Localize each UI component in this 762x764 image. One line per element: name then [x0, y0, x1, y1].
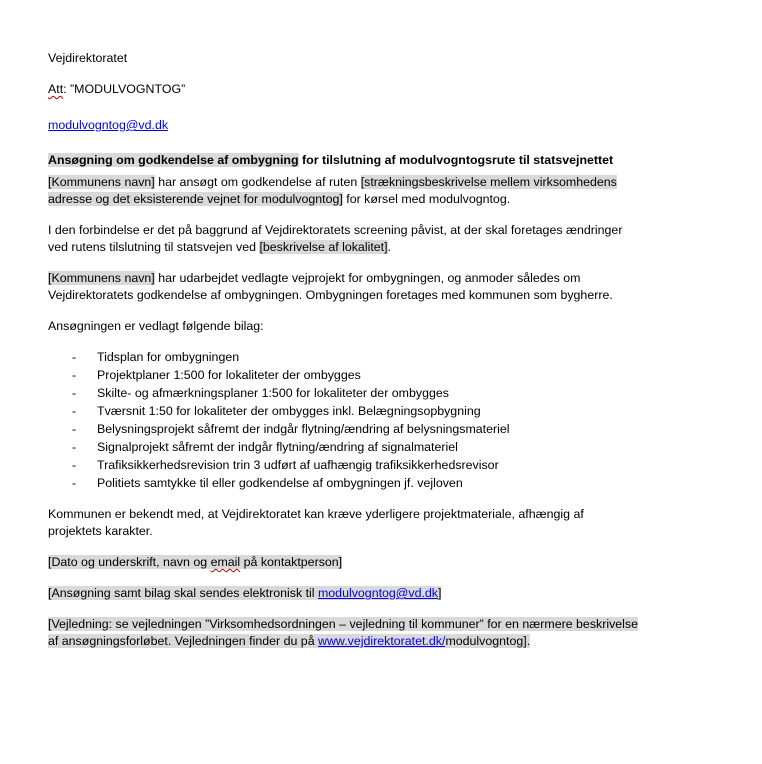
bullet-dash: - [72, 476, 77, 490]
para1-text1: har ansøgt om godkendelse af ruten [154, 175, 361, 189]
title-highlighted: Ansøgning om godkendelse af ombygning [48, 153, 299, 167]
send-note-text2: ] [438, 586, 442, 600]
list-item [72, 366, 510, 384]
recipient-email-line [48, 117, 168, 134]
att-value: : ”MODULVOGNTOG” [63, 82, 186, 96]
title-rest: for tilslutning af modulvogntogsrute til statsvejnettet [298, 153, 614, 167]
list-item-text: Signalprojekt såfremt der indgår flytning/ændring af signalmateriel [97, 440, 458, 454]
list-item [72, 420, 510, 438]
bullet-dash: - [72, 422, 77, 436]
para1-placeholder-route-b: adresse og det eksisterende vejnet for modulvogntog] [48, 192, 343, 206]
para3-rest: har udarbejdet vedlagte vejprojekt for ombygningen, og anmoder således om [154, 271, 581, 285]
guidance-text2: af ansøgningsforløbet. Vejledningen finder du på [48, 634, 319, 648]
list-item-text: Projektplaner 1:500 for lokaliteter der ombygges [97, 368, 361, 382]
send-note [48, 585, 441, 602]
para1-line1 [48, 174, 617, 191]
list-item [72, 456, 510, 474]
signature-text2: på kontaktperson] [240, 555, 343, 569]
para2-placeholder-location: [beskrivelse af lokalitet] [259, 240, 388, 254]
para3-line2: Vejdirektoratets godkendelse af ombygningen. Ombygningen foretages med kommunen som bygherre. [48, 288, 613, 302]
para1-line2 [48, 191, 510, 208]
list-item-text: Tidsplan for ombygningen [97, 350, 240, 364]
para4-line1: Kommunen er bekendt med, at Vejdirektoratet kan kræve yderligere projektmateriale, afhængig af [48, 507, 584, 521]
para3-placeholder-municipality: [Kommunens navn] [48, 271, 155, 285]
recipient-org: Vejdirektoratet [48, 51, 128, 65]
signature-email-word: email [210, 555, 241, 569]
list-item-text: Belysningsprojekt såfremt der indgår flytning/ændring af belysningsmateriel [97, 422, 510, 436]
para2-text: ved rutens tilslutning til statsvejen ved [48, 240, 260, 254]
att-label: Att [48, 82, 64, 96]
bullet-dash: - [72, 350, 77, 364]
bullet-dash: - [72, 404, 77, 418]
guidance-line1 [48, 616, 638, 633]
attention-line [48, 81, 185, 98]
list-item [72, 474, 510, 492]
list-item-text: Politiets samtykke til eller godkendelse af ombygningen jf. vejloven [97, 476, 463, 490]
bullet-dash: - [72, 386, 77, 400]
para1-text2: for kørsel med modulvogntog. [342, 192, 511, 206]
send-note-text1: [Ansøgning samt bilag skal sendes elektronisk til [48, 586, 318, 600]
recipient-email-link[interactable]: modulvogntog@vd.dk [48, 118, 169, 132]
para2-line1: I den forbindelse er det på baggrund af Vejdirektoratets screening påvist, at der skal foretages ændringer [48, 223, 623, 237]
signature-text1: [Dato og underskrift, navn og [48, 555, 211, 569]
para1-placeholder-municipality: [Kommunens navn] [48, 175, 155, 189]
list-item [72, 348, 510, 366]
bullet-dash: - [72, 458, 77, 472]
list-item [72, 438, 510, 456]
list-item [72, 402, 510, 420]
guidance-text1: [Vejledning: se vejledningen ”Virksomhedsordningen – vejledning til kommuner” for en nærmere beskrivelse [48, 617, 639, 631]
attachments-intro: Ansøgningen er vedlagt følgende bilag: [48, 319, 264, 333]
guidance-website-link[interactable]: www.vejdirektoratet.dk/ [318, 634, 446, 648]
para1-placeholder-route-a: [strækningsbeskrivelse mellem virksomhedens [360, 175, 617, 189]
bullet-dash: - [72, 440, 77, 454]
para4-line2: projektets karakter. [48, 524, 153, 538]
para2-end: . [387, 240, 391, 254]
para2-line2 [48, 239, 391, 256]
send-note-email-link[interactable]: modulvogntog@vd.dk [317, 586, 439, 600]
guidance-text3: modulvogntog]. [445, 634, 531, 648]
attachments-list [72, 348, 510, 492]
list-item [72, 384, 510, 402]
para3-line1 [48, 270, 580, 287]
list-item-text: Tværsnit 1:50 for lokaliteter der ombygges inkl. Belægningsopbygning [97, 404, 481, 418]
guidance-line2 [48, 633, 530, 650]
list-item-text: Trafiksikkerhedsrevision trin 3 udført af uafhængig trafiksikkerhedsrevisor [97, 458, 499, 472]
bullet-dash: - [72, 368, 77, 382]
list-item-text: Skilte- og afmærkningsplaner 1:500 for lokaliteter der ombygges [97, 386, 449, 400]
document-title [48, 152, 613, 169]
signature-placeholder [48, 554, 342, 571]
